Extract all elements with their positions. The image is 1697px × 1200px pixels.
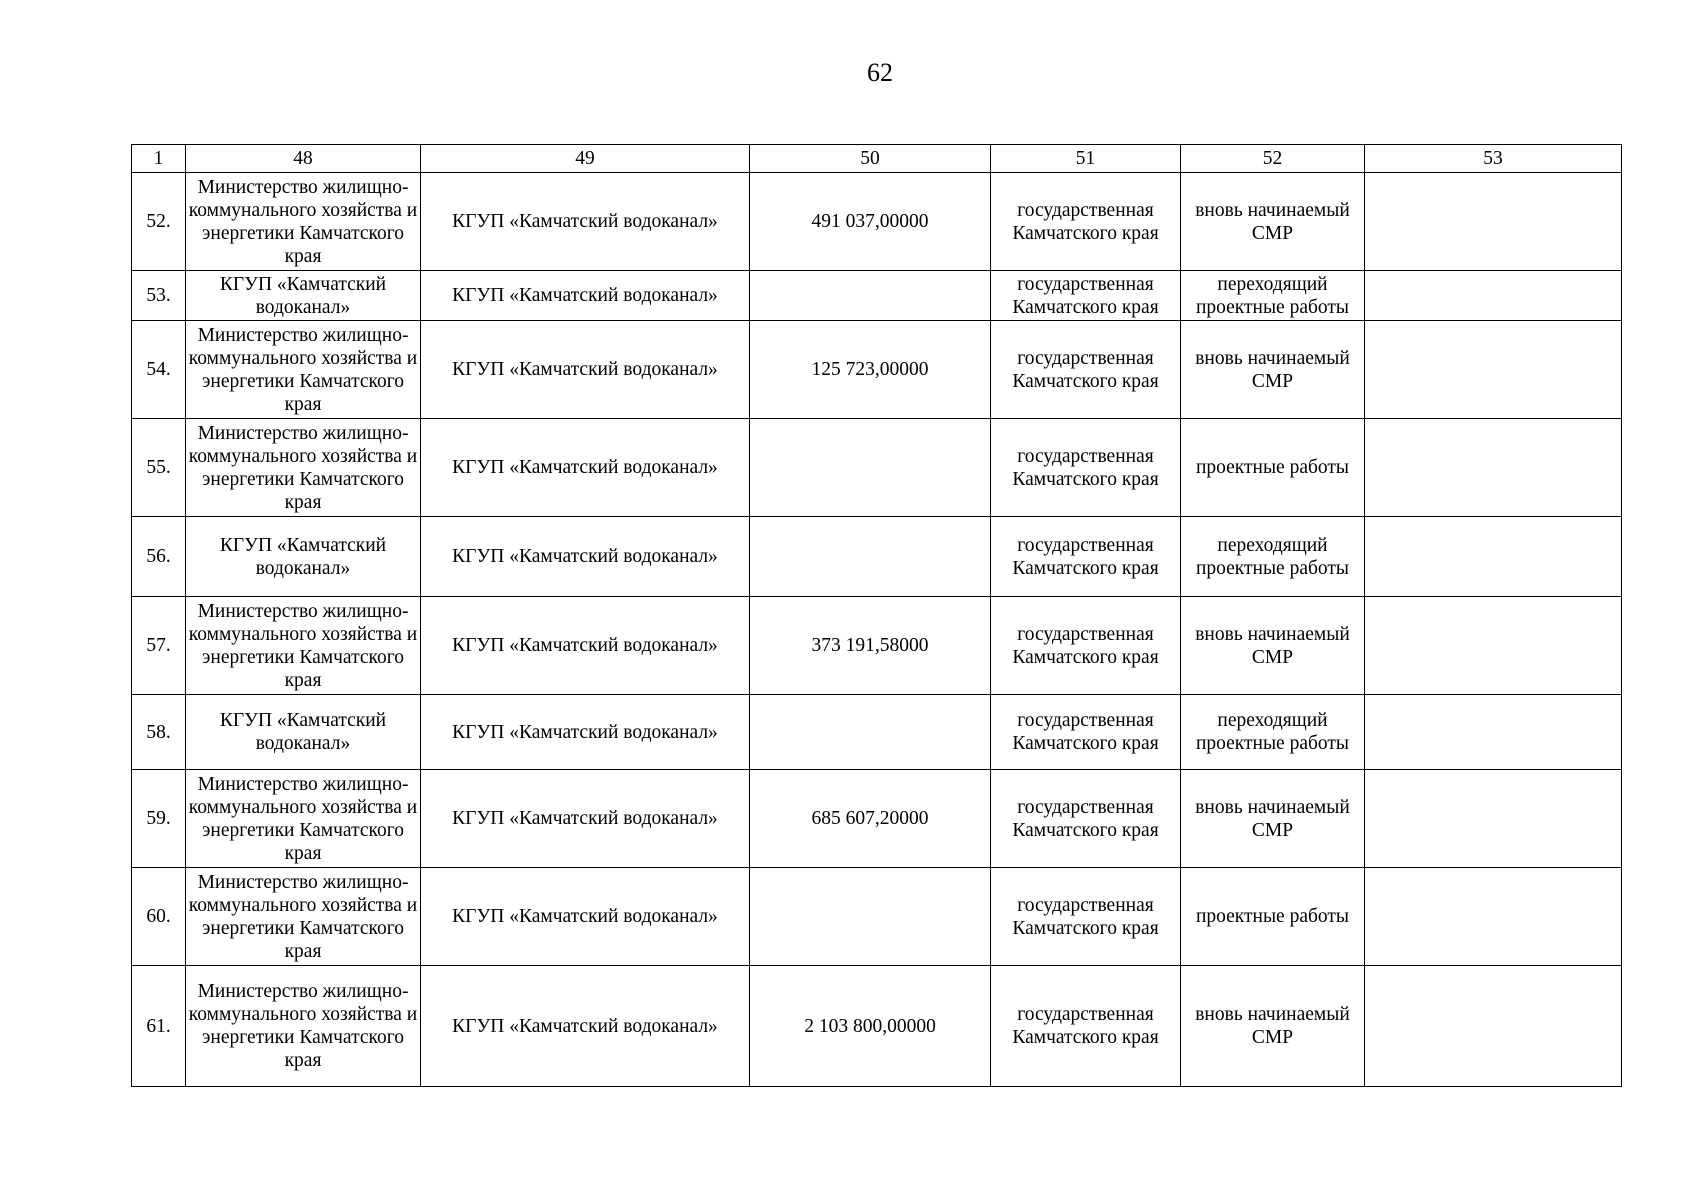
note-cell — [1365, 173, 1622, 271]
ownership-cell: государственная Камчатского края — [991, 597, 1181, 695]
customer-cell: КГУП «Камчатский водоканал» — [186, 517, 421, 597]
row-number: 55. — [132, 419, 186, 517]
amount-cell: 373 191,58000 — [750, 597, 991, 695]
customer-cell: Министерство жилищно-коммунального хозяйства и энергетики Камчатского края — [186, 321, 421, 419]
developer-cell: КГУП «Камчатский водоканал» — [421, 419, 750, 517]
note-cell — [1365, 868, 1622, 966]
amount-cell: 2 103 800,00000 — [750, 966, 991, 1087]
table-row — [132, 695, 1622, 770]
status-cell: переходящий проектные работы — [1181, 517, 1365, 597]
ownership-cell: государственная Камчатского края — [991, 868, 1181, 966]
amount-cell — [750, 695, 991, 770]
table-row — [132, 419, 1622, 517]
ownership-cell: государственная Камчатского края — [991, 271, 1181, 321]
amount-cell: 685 607,20000 — [750, 770, 991, 868]
customer-cell: Министерство жилищно-коммунального хозяйства и энергетики Камчатского края — [186, 966, 421, 1087]
row-number: 60. — [132, 868, 186, 966]
developer-cell: КГУП «Камчатский водоканал» — [421, 695, 750, 770]
note-cell — [1365, 419, 1622, 517]
customer-cell: Министерство жилищно-коммунального хозяйства и энергетики Камчатского края — [186, 770, 421, 868]
note-cell — [1365, 321, 1622, 419]
note-cell — [1365, 597, 1622, 695]
table-row — [132, 597, 1622, 695]
data-table — [131, 144, 1622, 1087]
developer-cell: КГУП «Камчатский водоканал» — [421, 321, 750, 419]
status-cell: вновь начинаемый СМР — [1181, 770, 1365, 868]
customer-cell: КГУП «Камчатский водоканал» — [186, 271, 421, 321]
table-row — [132, 321, 1622, 419]
developer-cell: КГУП «Камчатский водоканал» — [421, 173, 750, 271]
ownership-cell: государственная Камчатского края — [991, 770, 1181, 868]
amount-cell — [750, 271, 991, 321]
header-cell: 50 — [750, 145, 991, 173]
page-number: 62 — [867, 58, 893, 87]
developer-cell: КГУП «Камчатский водоканал» — [421, 966, 750, 1087]
header-cell: 53 — [1365, 145, 1622, 173]
table-row — [132, 271, 1622, 321]
note-cell — [1365, 770, 1622, 868]
amount-cell — [750, 517, 991, 597]
amount-cell — [750, 868, 991, 966]
table-row — [132, 517, 1622, 597]
ownership-cell: государственная Камчатского края — [991, 321, 1181, 419]
amount-cell: 491 037,00000 — [750, 173, 991, 271]
header-cell: 49 — [421, 145, 750, 173]
header-cell: 52 — [1181, 145, 1365, 173]
row-number: 53. — [132, 271, 186, 321]
header-row — [132, 145, 1622, 173]
row-number: 56. — [132, 517, 186, 597]
row-number: 57. — [132, 597, 186, 695]
ownership-cell: государственная Камчатского края — [991, 173, 1181, 271]
note-cell — [1365, 271, 1622, 321]
note-cell — [1365, 695, 1622, 770]
customer-cell: Министерство жилищно-коммунального хозяйства и энергетики Камчатского края — [186, 173, 421, 271]
ownership-cell: государственная Камчатского края — [991, 419, 1181, 517]
developer-cell: КГУП «Камчатский водоканал» — [421, 517, 750, 597]
ownership-cell: государственная Камчатского края — [991, 517, 1181, 597]
status-cell: вновь начинаемый СМР — [1181, 321, 1365, 419]
developer-cell: КГУП «Камчатский водоканал» — [421, 770, 750, 868]
row-number: 59. — [132, 770, 186, 868]
table-row — [132, 868, 1622, 966]
status-cell: вновь начинаемый СМР — [1181, 173, 1365, 271]
developer-cell: КГУП «Камчатский водоканал» — [421, 271, 750, 321]
status-cell: вновь начинаемый СМР — [1181, 597, 1365, 695]
status-cell: переходящий проектные работы — [1181, 271, 1365, 321]
table-row — [132, 966, 1622, 1087]
status-cell: переходящий проектные работы — [1181, 695, 1365, 770]
status-cell: проектные работы — [1181, 868, 1365, 966]
header-cell: 48 — [186, 145, 421, 173]
row-number: 61. — [132, 966, 186, 1087]
amount-cell — [750, 419, 991, 517]
row-number: 54. — [132, 321, 186, 419]
row-number: 52. — [132, 173, 186, 271]
table-row — [132, 173, 1622, 271]
status-cell: вновь начинаемый СМР — [1181, 966, 1365, 1087]
row-number: 58. — [132, 695, 186, 770]
ownership-cell: государственная Камчатского края — [991, 966, 1181, 1087]
developer-cell: КГУП «Камчатский водоканал» — [421, 868, 750, 966]
header-cell: 51 — [991, 145, 1181, 173]
customer-cell: Министерство жилищно-коммунального хозяйства и энергетики Камчатского края — [186, 868, 421, 966]
status-cell: проектные работы — [1181, 419, 1365, 517]
customer-cell: КГУП «Камчатский водоканал» — [186, 695, 421, 770]
note-cell — [1365, 966, 1622, 1087]
note-cell — [1365, 517, 1622, 597]
table-row — [132, 770, 1622, 868]
header-cell: 1 — [132, 145, 186, 173]
developer-cell: КГУП «Камчатский водоканал» — [421, 597, 750, 695]
customer-cell: Министерство жилищно-коммунального хозяйства и энергетики Камчатского края — [186, 597, 421, 695]
customer-cell: Министерство жилищно-коммунального хозяйства и энергетики Камчатского края — [186, 419, 421, 517]
amount-cell: 125 723,00000 — [750, 321, 991, 419]
ownership-cell: государственная Камчатского края — [991, 695, 1181, 770]
